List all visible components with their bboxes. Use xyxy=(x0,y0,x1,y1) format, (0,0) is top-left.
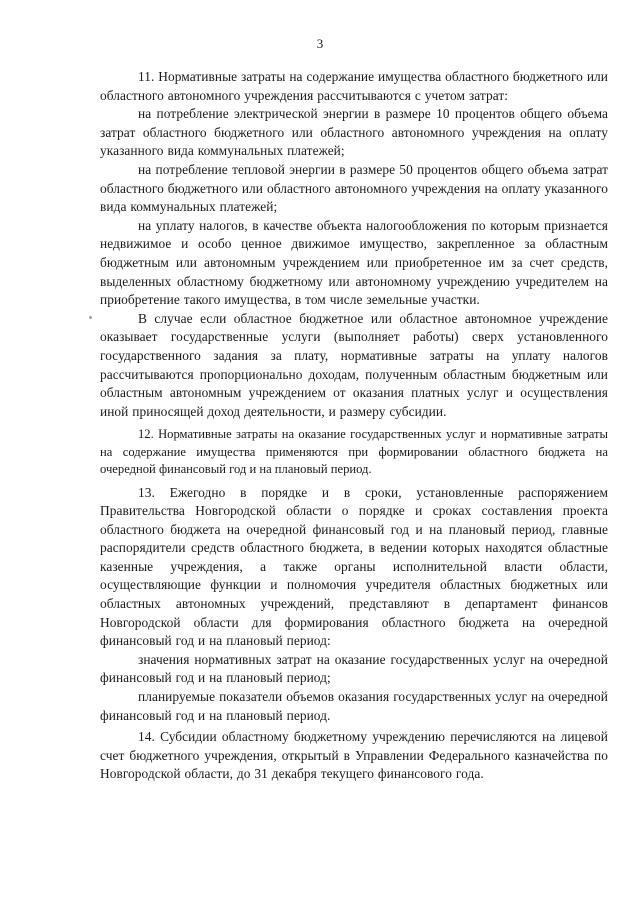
paragraph-12: 12. Нормативные затраты на оказание государственных услуг и нормативные затраты на содержание имущества применяются при формировании областного бюджета на очередной финансовый год и на плановый период. xyxy=(100,427,608,477)
paragraph-paid-services: В случае если областное бюджетное или областное автономное учреждение оказывает государственные услуги (выполняет работы) сверх установленного государственного задания за плату, нормативные затраты на уплату налогов рассчитываются пропорционально доходам, полученным областным бюджетным или областным автономным учреждением от оказания платных услуг и осуществления иной приносящей доход деятельности, и размеру субсидии. xyxy=(100,310,608,419)
scan-mark xyxy=(89,316,92,319)
paragraph-13: 13. Ежегодно в порядке и в сроки, установленные распоряжением Правительства Новгородской области о порядке и сроках составления проекта областного бюджета на очередной финансовый год и на плановый период, главные распорядители средств областного бюджета, в ведении которых находятся областные казенные учреждения, а также органы исполнительной власти области, осуществляющие функции и полномочия учредителя областных бюджетных или областных автономных учреждений, представляют в департамент финансов Новгородской области для формирования областного бюджета на очередной финансовый год и на плановый период: xyxy=(100,484,608,649)
paragraph-normative-values: значения нормативных затрат на оказание государственных услуг на очередной финансовый год и на плановый период; xyxy=(100,651,608,686)
paragraph-electric-energy: на потребление электрической энергии в размере 10 процентов общего объема затрат областного бюджетного или областного автономного учреждения на оплату указанного вида коммунальных платежей; xyxy=(100,106,608,159)
paragraph-taxes: на уплату налогов, в качестве объекта налогообложения по которым признается недвижимое и особо ценное движимое имущество, закрепленное за областным бюджетным или автономным учреждением или приобретенное им за счет средств, выделенных областному бюджетному или автономному учреждению учредителем на приобретение такого имущества, в том числе земельные участки. xyxy=(100,217,608,308)
page-number: 3 xyxy=(316,36,324,51)
paragraph-11: 11. Нормативные затраты на содержание имущества областного бюджетного или областного автономного учреждения рассчитываются с учетом затрат: xyxy=(100,69,608,103)
document-body xyxy=(100,68,608,784)
paragraph-14: 14. Субсидии областному бюджетному учреждению перечисляются на лицевой счет бюджетного учреждения, открытый в Управлении Федерального казначейства по Новгородской области, до 31 декабря текущего финансового года. xyxy=(100,729,608,782)
paragraph-heat-energy: на потребление тепловой энергии в размере 50 процентов общего объема затрат областного бюджетного или областного автономного учреждения на оплату указанного вида коммунальных платежей; xyxy=(100,161,608,215)
paragraph-planned-indicators: планируемые показатели объемов оказания государственных услуг на очередной финансовый год и на плановый период. xyxy=(100,689,608,723)
